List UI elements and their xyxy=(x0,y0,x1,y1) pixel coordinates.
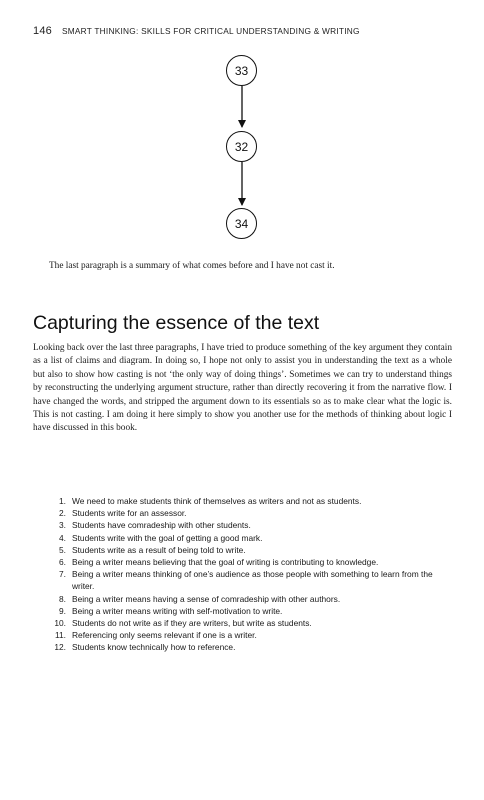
claim-text: Being a writer means having a sense of comradeship with other authors. xyxy=(72,593,341,604)
claim-item xyxy=(40,519,440,531)
diagram-node-claim: 34 xyxy=(226,208,257,239)
claim-number: 3. xyxy=(59,520,66,531)
claim-item xyxy=(40,495,440,507)
claim-number: 8. xyxy=(59,593,66,604)
claim-number: 6. xyxy=(59,557,66,568)
diagram-node-claim: 33 xyxy=(226,55,257,86)
intro-paragraph: The last paragraph is a summary of what comes before and I have not cast it. xyxy=(49,261,335,271)
claim-item xyxy=(40,507,440,519)
claim-number: 10. xyxy=(54,618,66,629)
claim-text: Referencing only seems relevant if one is a writer. xyxy=(72,630,257,641)
section-heading: Capturing the essence of the text xyxy=(33,312,320,334)
claim-number: 7. xyxy=(59,569,66,580)
page-number: 146 xyxy=(33,25,52,37)
claim-item xyxy=(40,556,440,568)
claim-number: 1. xyxy=(59,496,66,506)
claim-text: We need to make students think of themselves as writers and not as students. xyxy=(72,496,362,506)
section-paragraph: Looking back over the last three paragraphs, I have tried to produce something of the key argument they contain as a list of claims and diagram. In doing so, I hope not only to assist you in understanding the text as a whole but also to show how casting is not ‘the only way of doing things’. Sometimes we can try to understand things by reconstructing the underlying argument structure, rather than directly recovering it from the narrative flow. I have changed the words, and stripped the argument down to its essentials so as to make clear what the logic is. This is not casting. I am doing it here simply to show you another use for the methods of thinking about logic I have discussed in this book. xyxy=(33,343,452,434)
claim-item xyxy=(40,641,440,653)
claim-text: Being a writer means writing with self-motivation to write. xyxy=(72,605,283,616)
claim-item xyxy=(40,605,440,617)
claim-item xyxy=(40,593,440,605)
claim-number: 9. xyxy=(59,605,66,616)
claim-text: Students write as a result of being told to write. xyxy=(72,544,246,555)
running-head xyxy=(33,21,463,35)
claim-item xyxy=(40,629,440,641)
diagram-node-claim: 32 xyxy=(226,131,257,162)
claim-number: 12. xyxy=(54,642,66,653)
claim-item xyxy=(40,544,440,556)
claim-text: Students do not write as if they are writers, but write as students. xyxy=(72,618,312,629)
claim-item xyxy=(40,617,440,629)
claim-number: 4. xyxy=(59,532,66,543)
argument-diagram xyxy=(0,50,484,250)
claim-item xyxy=(40,532,440,544)
claim-number: 11. xyxy=(54,630,66,641)
claim-item xyxy=(40,568,440,592)
claim-number: 5. xyxy=(59,544,66,555)
claim-text: Students write with the goal of getting a good mark. xyxy=(72,532,263,543)
claims-list xyxy=(40,495,440,654)
claim-number: 2. xyxy=(59,508,66,519)
claim-text: Students write for an assessor. xyxy=(72,508,187,519)
claim-text: Students have comradeship with other students. xyxy=(72,520,251,531)
claim-text: Students know technically how to reference. xyxy=(72,642,236,653)
claim-text: Being a writer means thinking of one’s audience as those people with something to learn from the writer. xyxy=(72,569,433,592)
claim-text: Being a writer means believing that the goal of writing is contributing to knowledge. xyxy=(72,557,379,568)
running-title: SMART THINKING: SKILLS FOR CRITICAL UNDERSTANDING & WRITING xyxy=(61,26,360,36)
